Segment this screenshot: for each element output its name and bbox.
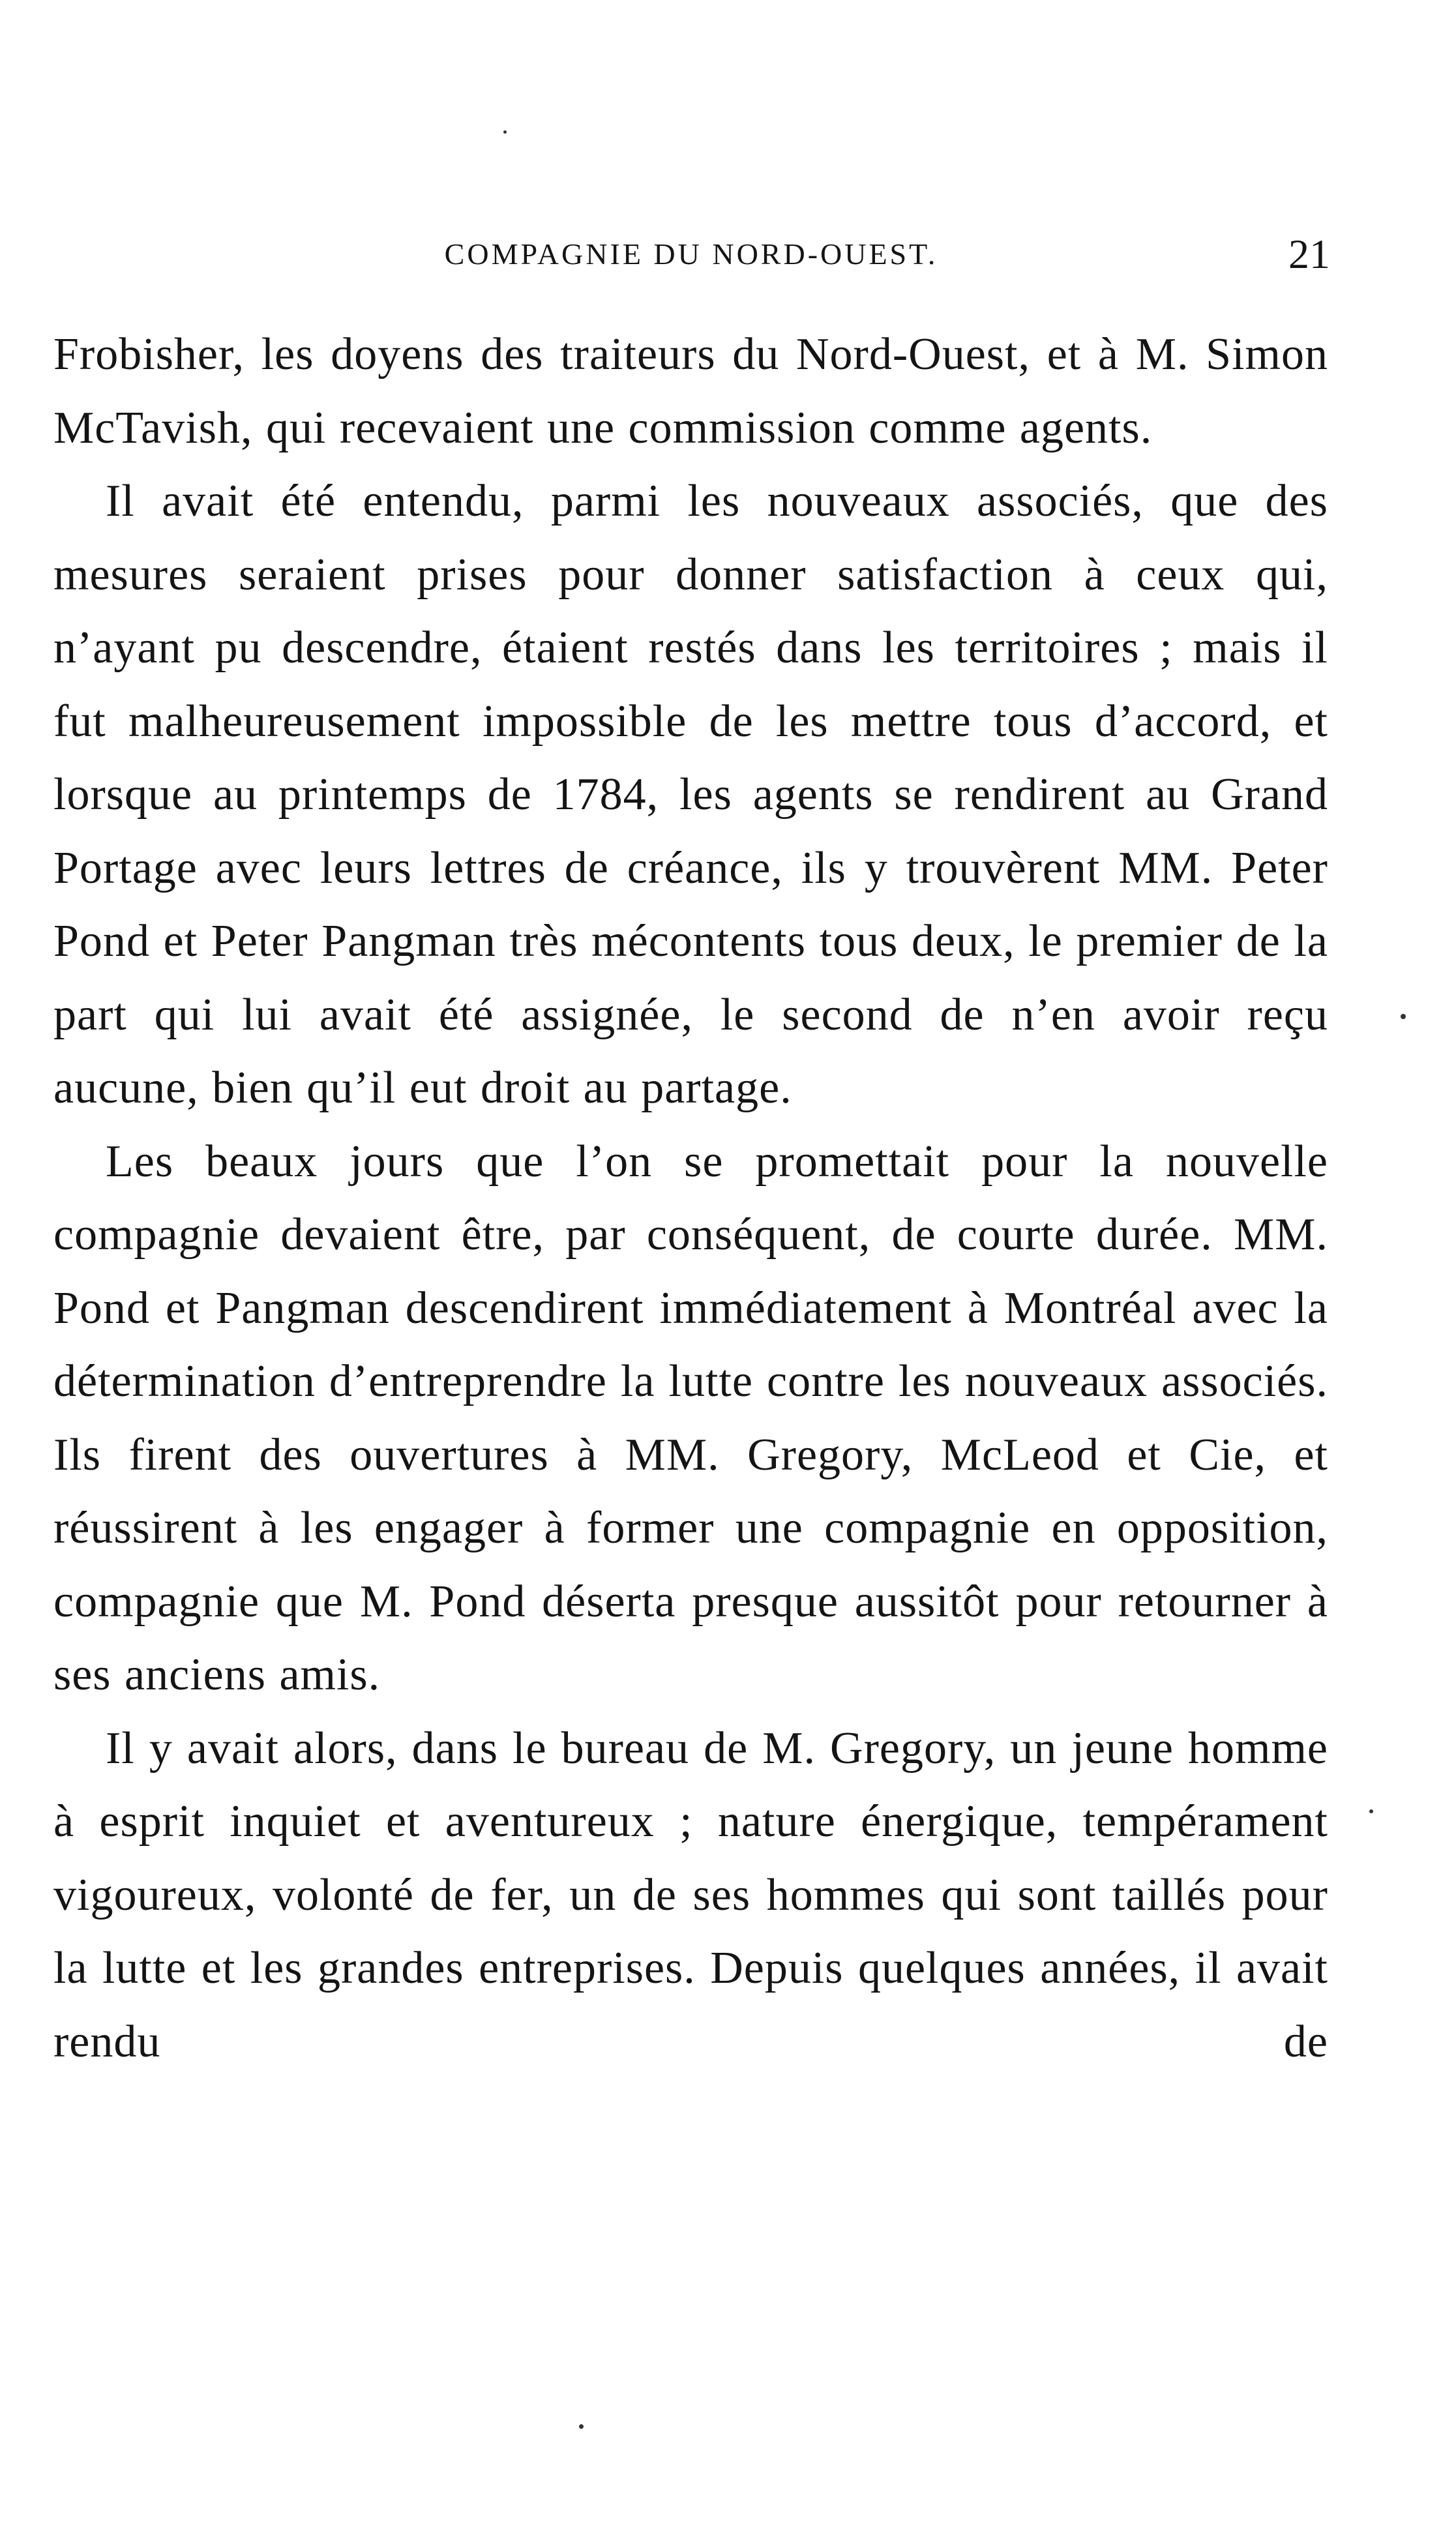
- running-title: COMPAGNIE DU NORD-OUEST.: [444, 237, 938, 271]
- paragraph-agreement: Il avait été entendu, parmi les nouveaux associés, que des mesures seraient prises pour donner satisfaction à ceux qui, n’ayant pu descendre, étaient restés dans les territoires ; mais il fut malheureusement impossible de les mettre tous d’accord, et lorsque au printemps de 1784, les agents se rendirent au Grand Portage avec leurs lettres de créance, ils y trouvèrent MM. Peter Pond et Peter Pangman très mécontents tous deux, le premier de la part qui lui avait été assignée, le second de n’en avoir reçu aucune, bien qu’il eut droit au partage.: [53, 476, 1328, 1113]
- ink-speck: [1401, 1014, 1406, 1019]
- paragraph-young-man: Il y avait alors, dans le bureau de M. Gregory, un jeune homme à esprit inquiet et aventureux ; nature énergique, tempérament vigoureux, volonté de fer, un de ses hommes qui sont taillés pour la lutte et les grandes entreprises. Depuis quelques années, il avait rendu de: [53, 1723, 1328, 2067]
- ink-speck: [503, 130, 507, 134]
- ink-speck: [579, 2424, 584, 2429]
- running-head: [52, 225, 1330, 284]
- paragraph-continuation: Frobisher, les doyens des traiteurs du Nord-Ouest, et à M. Simon McTavish, qui recevaient une commission comme agents.: [53, 329, 1328, 453]
- body-text: [53, 318, 1328, 2079]
- paragraph-new-company: Les beaux jours que l’on se promettait pour la nouvelle compagnie devaient être, par conséquent, de courte durée. MM. Pond et Pangman descendirent immédiatement à Montréal avec la détermination d’entreprendre la lutte contre les nouveaux associés. Ils firent des ouvertures à MM. Gregory, McLeod et Cie, et réussirent à les engager à former une compagnie en opposition, compagnie que M. Pond déserta presque aussitôt pour retourner à ses anciens amis.: [53, 1136, 1328, 1700]
- page-number: 21: [1288, 231, 1330, 277]
- ink-speck: [1369, 1809, 1373, 1813]
